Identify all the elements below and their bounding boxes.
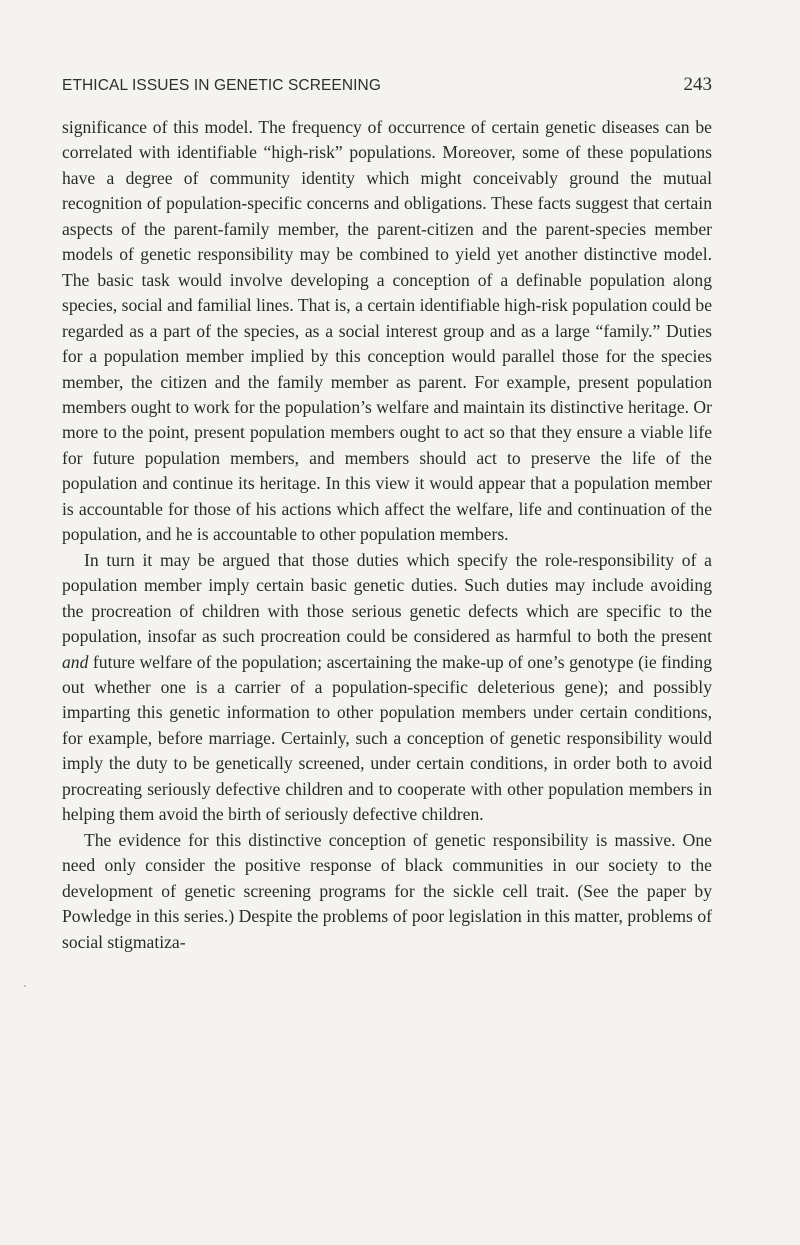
paragraph-1: significance of this model. The frequency of occurrence of certain genetic diseases can be correlated with identifiable “high-risk” populations. Moreover, some of these populations have a degree of community identity which might conceivably ground the mutual recognition of population-specific concerns and obligations. These facts suggest that certain aspects of the parent-family member, the parent-citizen and the parent-species member models of genetic responsibility may be combined to yield yet another distinctive model. The basic task would involve developing a conception of a definable population along species, social and familial lines. That is, a certain identifiable high-risk population could be regarded as a part of the species, as a social interest group and as a large “family.” Duties for a population member implied by this conception would parallel those for the species member, the citizen and the family member as parent. For example, present population members ought to work for the population’s welfare and maintain its distinctive heritage. Or more to the point, present population members ought to act so that they ensure a viable life for future population members, and members should act to preserve the life of the population and continue its heritage. In this view it would appear that a population member is accountable for those of his actions which affect the welfare, life and continuation of the population, and he is accountable to other population members. [62, 117, 712, 545]
paragraph-2-emphasis: and [62, 651, 89, 672]
paragraph-3: The evidence for this distinctive conception of genetic responsibility is massive. One need only consider the positive response of black communities in our society to the development of genetic screening programs for the sickle cell trait. (See the paper by Powledge in this series.) Despite the problems of poor legislation in this matter, problems of social stigmatiza- [62, 829, 712, 952]
running-head [62, 74, 712, 96]
paragraph-2-text-a: In turn it may be argued that those duties which specify the role-responsibility of a population member imply certain basic genetic duties. Such duties may include avoiding the procreation of children with those serious genetic defects which are specific to the population, insofar as such procreation could be considered as harmful to both the present [62, 549, 712, 647]
page-number: 243 [683, 74, 712, 95]
paragraph-2 [62, 548, 712, 828]
page-speck [24, 985, 26, 987]
running-title: ETHICAL ISSUES IN GENETIC SCREENING [62, 77, 382, 94]
body-text [62, 115, 712, 955]
paragraph-2-text-b: future welfare of the population; ascertaining the make-up of one’s genotype (ie finding out whether one is a carrier of a population-specific deleterious gene); and possibly imparting this genetic information to other population members under certain conditions, for example, before marriage. Certainly, such a conception of genetic responsibility would imply the duty to be genetically screened, under certain conditions, in order both to avoid procreating seriously defective children and to cooperate with other population members in helping them avoid the birth of seriously defective children. [62, 651, 712, 825]
